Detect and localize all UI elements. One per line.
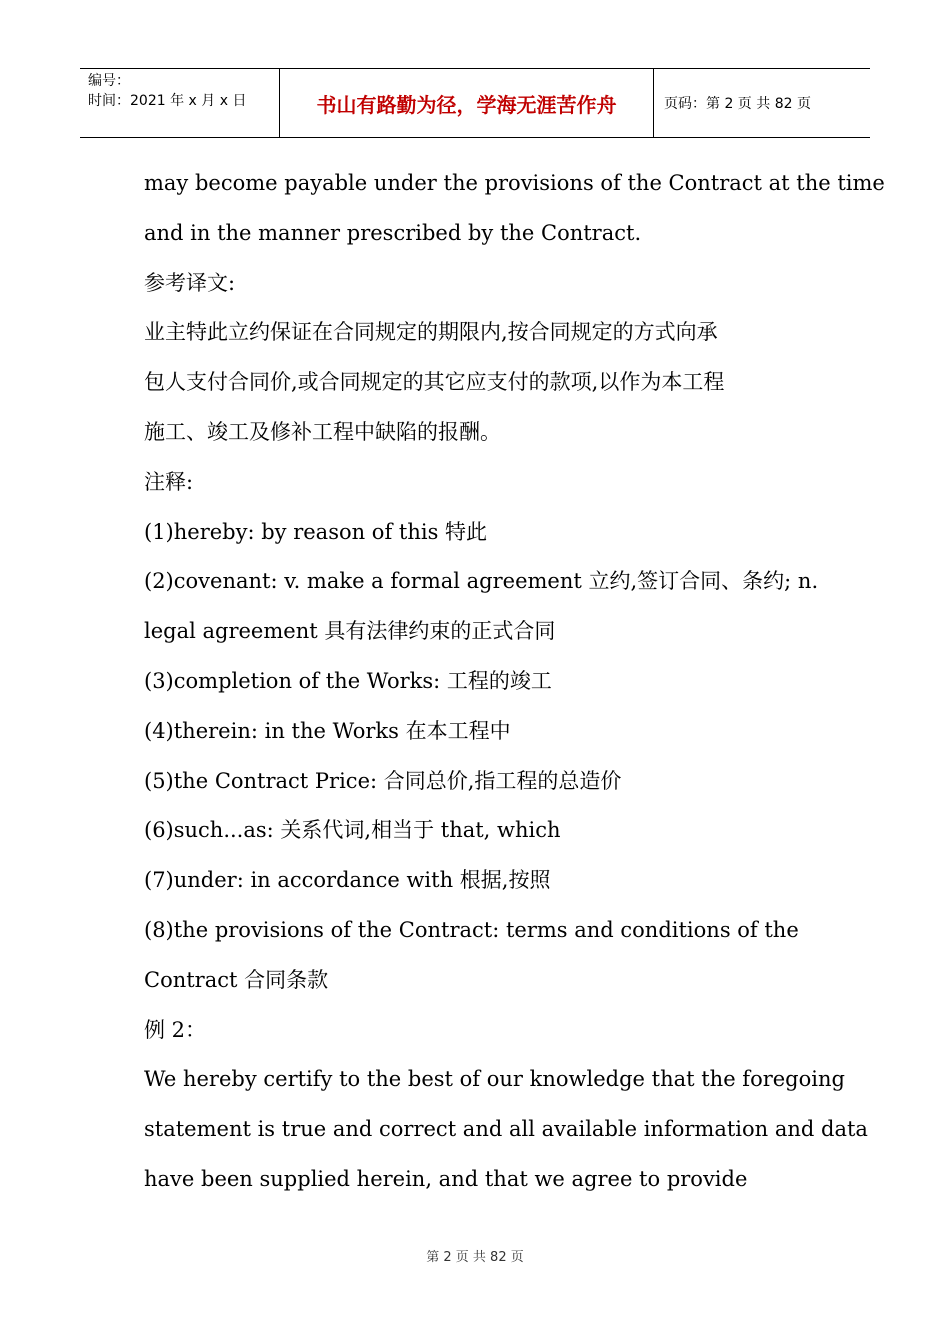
text-line: 业主特此立约保证在合同规定的期限内,按合同规定的方式向承: [144, 320, 718, 345]
text-line: have been supplied herein, and that we agree to provide: [144, 1166, 748, 1191]
page-footer: 第 2 页 共 82 页: [426, 1250, 524, 1265]
note-item: (8)the provisions of the Contract: terms and conditions of the: [144, 917, 799, 942]
note-item-continued: Contract 合同条款: [144, 967, 329, 992]
page-header: [80, 68, 870, 138]
text-line: may become payable under the provisions of the Contract at the time: [144, 171, 885, 195]
text-line: 包人支付合同价,或合同规定的其它应支付的款项,以作为本工程: [144, 370, 725, 395]
note-item: (5)the Contract Price: 合同总价,指工程的总造价: [144, 768, 622, 793]
document-body: [144, 159, 885, 1205]
note-item: (7)under: in accordance with 根据,按照: [144, 868, 551, 893]
example-heading: 例 2：: [144, 1017, 207, 1042]
text-line: We hereby certify to the best of our knowledge that the foregoing: [144, 1067, 845, 1092]
date-line: 时间：2021 年 x 月 x 日: [88, 93, 247, 109]
section-heading-notes: 注释:: [144, 469, 194, 494]
text-line: 施工、竣工及修补工程中缺陷的报酬。: [144, 419, 501, 444]
number-label: 编号：: [88, 73, 130, 89]
note-item-continued: legal agreement 具有法律约束的正式合同: [144, 619, 556, 644]
text-line: statement is true and correct and all available information and data: [144, 1117, 868, 1142]
text-line: and in the manner prescribed by the Contract.: [144, 220, 642, 245]
header-meta-cell: [80, 69, 280, 137]
note-item: (6)such...as: 关系代词,相当于 that, which: [144, 818, 561, 843]
note-item: (4)therein: in the Works 在本工程中: [144, 718, 511, 743]
note-item: (2)covenant: v. make a formal agreement 立约,签订合同、条约; n.: [144, 569, 819, 594]
header-motto: 书山有路勤为径，学海无涯苦作舟: [280, 69, 654, 137]
note-item: (1)hereby: by reason of this 特此: [144, 519, 488, 544]
header-page-info: 页码：第 2 页 共 82 页: [664, 96, 811, 112]
section-heading-translation: 参考译文:: [144, 270, 236, 295]
note-item: (3)completion of the Works: 工程的竣工: [144, 668, 552, 693]
